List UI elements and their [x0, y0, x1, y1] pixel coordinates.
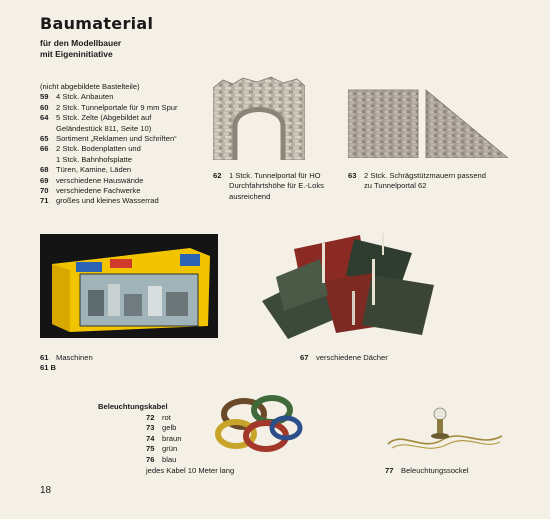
- cables-heading: Beleuchtungskabel: [98, 402, 168, 411]
- list-item: 59 4 Stck. Anbauten: [40, 92, 114, 102]
- list-item: 60 2 Stck. Tunnelportale für 9 mm Spur: [40, 102, 178, 112]
- list-item: 70 verschiedene Fachwerke: [40, 186, 141, 196]
- list-item: 73 gelb: [146, 423, 177, 433]
- list-item: 68 Türen, Kamine, Läden: [40, 165, 132, 175]
- list-item: 69 verschiedene Hauswände: [40, 175, 144, 185]
- list-item: 72 rot: [146, 413, 171, 422]
- cable-coils-image: [214, 390, 306, 462]
- list-item-cont: Geländestück 811, Seite 10): [56, 123, 152, 133]
- lamp-socket-image: [382, 400, 508, 458]
- retaining-walls-image: [348, 86, 508, 158]
- machines-caption: 61 Maschinen 61 B: [40, 353, 93, 373]
- list-item: 76 blau: [146, 454, 177, 464]
- roofs-image: [262, 229, 442, 341]
- list-item: 74 braun: [146, 433, 182, 443]
- page-subtitle-line1: für den Modellbauer: [40, 38, 122, 48]
- list-item: 66 2 Stck. Bodenplatten und: [40, 144, 141, 154]
- tunnel-portal-image: [213, 76, 305, 160]
- walls-caption: 63 2 Stck. Schrägstützmauern passend zu Tunnelportal 62: [348, 171, 486, 191]
- page-subtitle-line2: mit Eigeninitiative: [40, 49, 113, 59]
- page-number: 18: [40, 485, 52, 496]
- list-item-cont: 1 Stck. Bahnhofsplatte: [56, 154, 132, 164]
- roofs-caption: 67 verschiedene Dächer: [300, 353, 388, 362]
- page-title: Baumaterial: [40, 14, 154, 33]
- list-item: 64 5 Stck. Zelte (Abgebildet auf: [40, 113, 152, 123]
- machines-box-image: [40, 234, 218, 338]
- socket-caption: 77 Beleuchtungssockel: [385, 466, 469, 475]
- list-item: 65 Sortiment „Reklamen und Schriften“: [40, 134, 177, 144]
- cables-list: [146, 413, 181, 465]
- list-item: 75 grün: [146, 444, 178, 454]
- cables-footer: jedes Kabel 10 Meter lang: [146, 466, 235, 475]
- parts-list: [40, 82, 215, 207]
- parts-list-note: (nicht abgebildete Bastelteile): [40, 82, 140, 91]
- tunnel-caption: 62 1 Stck. Tunnelportal für HO Durchfahrtshöhe für E.-Loks ausreichend: [213, 171, 324, 201]
- list-item: 71 großes und kleines Wasserrad: [40, 196, 159, 206]
